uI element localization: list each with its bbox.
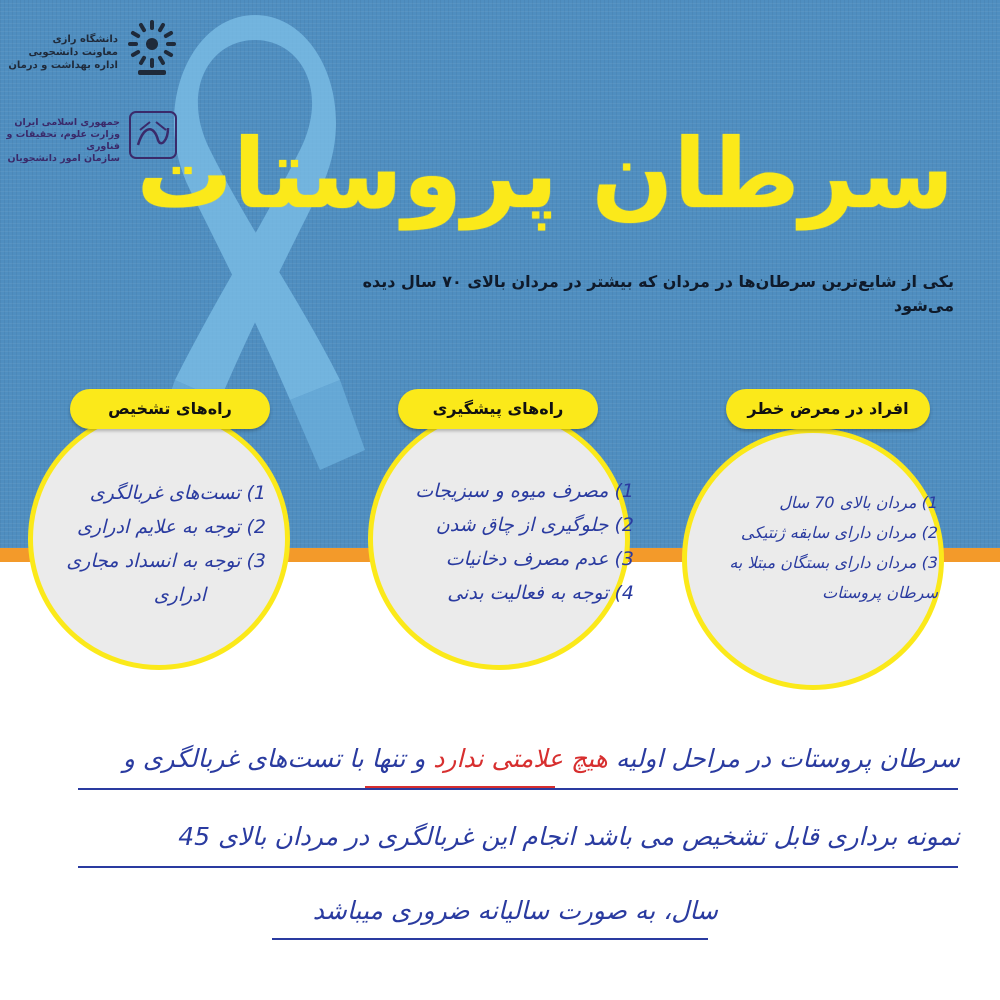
subtitle: یکی از شایع‌ترین سرطان‌ها در مردان که بیشتر در مردان بالای ۷۰ سال دیده می‌شود <box>362 272 954 315</box>
ministry-line3: سازمان امور دانشجویان <box>7 153 120 164</box>
list-item: 2) مردان دارای سابقه ژنتیکی <box>740 523 938 542</box>
list-item: 1) تست‌های غربالگری <box>89 482 266 504</box>
university-name: دانشگاه رازی <box>52 34 118 45</box>
risk-list <box>696 488 938 608</box>
list-item: 3) عدم مصرف دخانیات <box>445 548 634 570</box>
bottom-line-1 <box>123 744 960 773</box>
razi-university-logo-icon <box>124 16 180 78</box>
diagnosis-label: راه‌های تشخیص <box>70 389 270 429</box>
list-item: ادراری <box>153 584 206 606</box>
university-sub2: اداره بهداشت و درمان <box>8 60 118 71</box>
page-title: سرطان پروستات <box>136 118 954 230</box>
list-item: 3) مردان دارای بستگان مبتلا به <box>729 553 938 572</box>
university-text <box>8 33 118 72</box>
list-item: 1) مصرف میوه و سبزیجات <box>415 480 634 502</box>
red-underline <box>365 786 555 788</box>
ministry-line2: وزارت علوم، تحقیقات و فناوری <box>6 129 120 152</box>
prevention-label: راه‌های پیشگیری <box>398 389 598 429</box>
diagnosis-list <box>56 476 266 612</box>
risk-label: افراد در معرض خطر <box>726 389 930 429</box>
bottom-line-1a: سرطان پروستات در مراحل اولیه <box>607 744 960 773</box>
ministry-text <box>0 117 120 165</box>
list-item: 3) توجه به انسداد مجاری <box>66 550 266 572</box>
prevention-list <box>384 474 634 610</box>
list-item: سرطان پروستات <box>822 583 938 602</box>
bottom-line-3: سال، به صورت سالیانه ضروری میباشد <box>312 896 718 925</box>
list-item: 4) توجه به فعالیت بدنی <box>447 582 634 604</box>
university-sub1: معاونت دانشجویی <box>28 47 118 58</box>
ministry-line1: جمهوری اسلامی ایران <box>14 117 120 128</box>
list-item: 2) توجه به علایم ادراری <box>76 516 266 538</box>
bottom-line-1b: و تنها با تست‌های غربالگری و <box>122 744 434 773</box>
highlight-text: هیچ علامتی ندارد <box>433 744 608 773</box>
underline-1 <box>78 788 958 790</box>
underline-3 <box>272 938 708 940</box>
underline-2 <box>78 866 958 868</box>
list-item: 1) مردان بالای 70 سال <box>779 493 938 512</box>
list-item: 2) جلوگیری از چاق شدن <box>435 514 634 536</box>
bottom-line-2: نمونه برداری قابل تشخیص می باشد انجام این غربالگری در مردان بالای 45 <box>178 822 960 851</box>
